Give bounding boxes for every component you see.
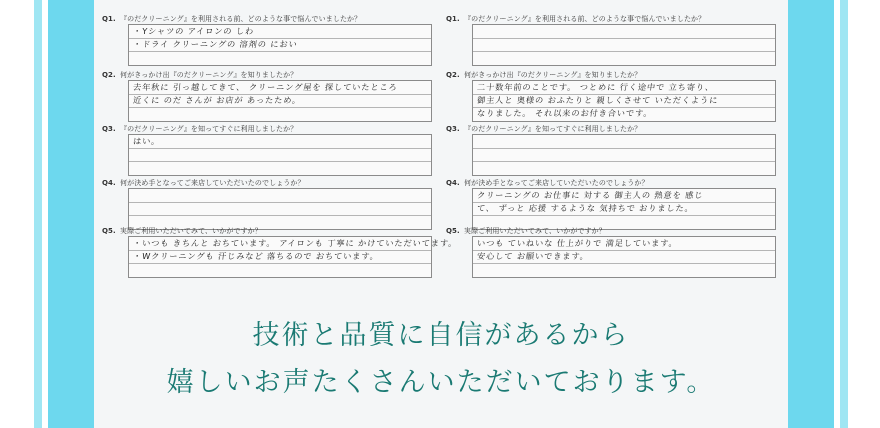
handwritten-answer: ・Wクリーニングも 汗じみなど 落ちるので おちています。 [132, 251, 380, 261]
handwritten-answer: て、 ずっと 応援 するような 気持ちで おりました。 [476, 203, 695, 213]
handwritten-answer: はい。 [132, 136, 161, 146]
question-label [102, 70, 297, 80]
handwritten-answer: ・ドライ クリーニングの 溶剤の におい [132, 39, 299, 49]
question-text: 何がきっかけ出『のだクリーニング』を知りましたか？ [464, 71, 642, 79]
handwritten-answer: なりました。 それ以来のお付き合いです。 [476, 108, 654, 118]
handwritten-answer: 近くに のだ さんが お店が あったため。 [132, 95, 302, 105]
answer-box [128, 24, 432, 66]
question-text: 何が決め手となってご来店していただいたのでしょうか？ [120, 179, 305, 187]
answer-box [472, 80, 776, 122]
ruled-line [473, 263, 775, 264]
question-label [102, 124, 297, 134]
question-text: 実際ご利用いただいてみて、いかがですか？ [120, 227, 262, 235]
answer-box [472, 236, 776, 278]
question-text: 『のだクリーニング』を利用される前、どのような事で悩んでいましたか？ [120, 15, 362, 23]
ruled-line [129, 51, 431, 52]
answer-box [472, 24, 776, 66]
right-margin [848, 0, 880, 428]
answer-box [128, 134, 432, 176]
question-label [446, 178, 649, 188]
question-number: Q5. [446, 227, 460, 235]
handwritten-answer: いつも ていねいな 仕上がりで 満足しています。 [476, 238, 679, 248]
question-label [102, 178, 305, 188]
ruled-line [473, 215, 775, 216]
handwritten-answer: 御主人と 奥様の おふたりと 親しくさせて いただくように [476, 95, 719, 105]
question-label [102, 226, 262, 236]
question-text: 何が決め手となってご来店していただいたのでしょうか？ [464, 179, 649, 187]
question-number: Q1. [446, 15, 460, 23]
ruled-line [473, 51, 775, 52]
answer-box [128, 236, 458, 278]
ruled-line [129, 161, 431, 162]
ruled-line [129, 148, 431, 149]
right-stripe-light [840, 0, 848, 428]
question-label [102, 14, 361, 24]
answer-box [472, 188, 776, 230]
ruled-line [473, 38, 775, 39]
survey-sheet-right [446, 0, 776, 270]
question-number: Q2. [102, 71, 116, 79]
question-text: 『のだクリーニング』を知ってすぐに利用しましたか？ [464, 125, 642, 133]
question-text: 『のだクリーニング』を知ってすぐに利用しましたか？ [120, 125, 298, 133]
question-number: Q1. [102, 15, 116, 23]
question-number: Q5. [102, 227, 116, 235]
question-number: Q4. [102, 179, 116, 187]
ruled-line [129, 215, 431, 216]
handwritten-answer: 二十数年前のことです。 つとめに 行く途中で 立ち寄り、 [476, 82, 715, 92]
question-label [446, 70, 641, 80]
left-margin [0, 0, 34, 428]
question-label [446, 124, 641, 134]
question-number: Q4. [446, 179, 460, 187]
question-text: 実際ご利用いただいてみて、いかがですか？ [464, 227, 606, 235]
ruled-line [129, 263, 431, 264]
headline-line-1: 技術と品質に自信があるから [252, 320, 630, 351]
handwritten-answer: クリーニングの お仕事に 対する 御主人の 熱意を 感じ [476, 190, 704, 200]
handwritten-answer: 安心して お願いできます。 [476, 251, 590, 261]
question-number: Q3. [446, 125, 460, 133]
ruled-line [129, 107, 431, 108]
answer-box [472, 134, 776, 176]
question-label [446, 226, 606, 236]
ruled-line [473, 161, 775, 162]
question-number: Q2. [446, 71, 460, 79]
handwritten-answer: ・いつも きちんと おちています。 アイロンも 丁寧に かけていただいてます。 [132, 238, 458, 248]
ruled-line [473, 148, 775, 149]
question-number: Q3. [102, 125, 116, 133]
question-text: 『のだクリーニング』を利用される前、どのような事で悩んでいましたか？ [464, 15, 706, 23]
answer-box [128, 188, 432, 230]
answer-box [128, 80, 432, 122]
left-stripe-light [34, 0, 42, 428]
headline-line-2: 嬉しいお声たくさんいただいております。 [166, 367, 716, 398]
handwritten-answer: ・Yシャツの アイロンの しわ [132, 26, 255, 36]
ruled-line [129, 202, 431, 203]
handwritten-answer: 去年秋に 引っ越してきて、 クリーニング屋を 探していたところ [132, 82, 399, 92]
left-stripe-cyan [48, 0, 94, 428]
question-label [446, 14, 705, 24]
survey-sheet-left [102, 0, 458, 270]
right-stripe-cyan [788, 0, 834, 428]
question-text: 何がきっかけ出『のだクリーニング』を知りましたか？ [120, 71, 298, 79]
